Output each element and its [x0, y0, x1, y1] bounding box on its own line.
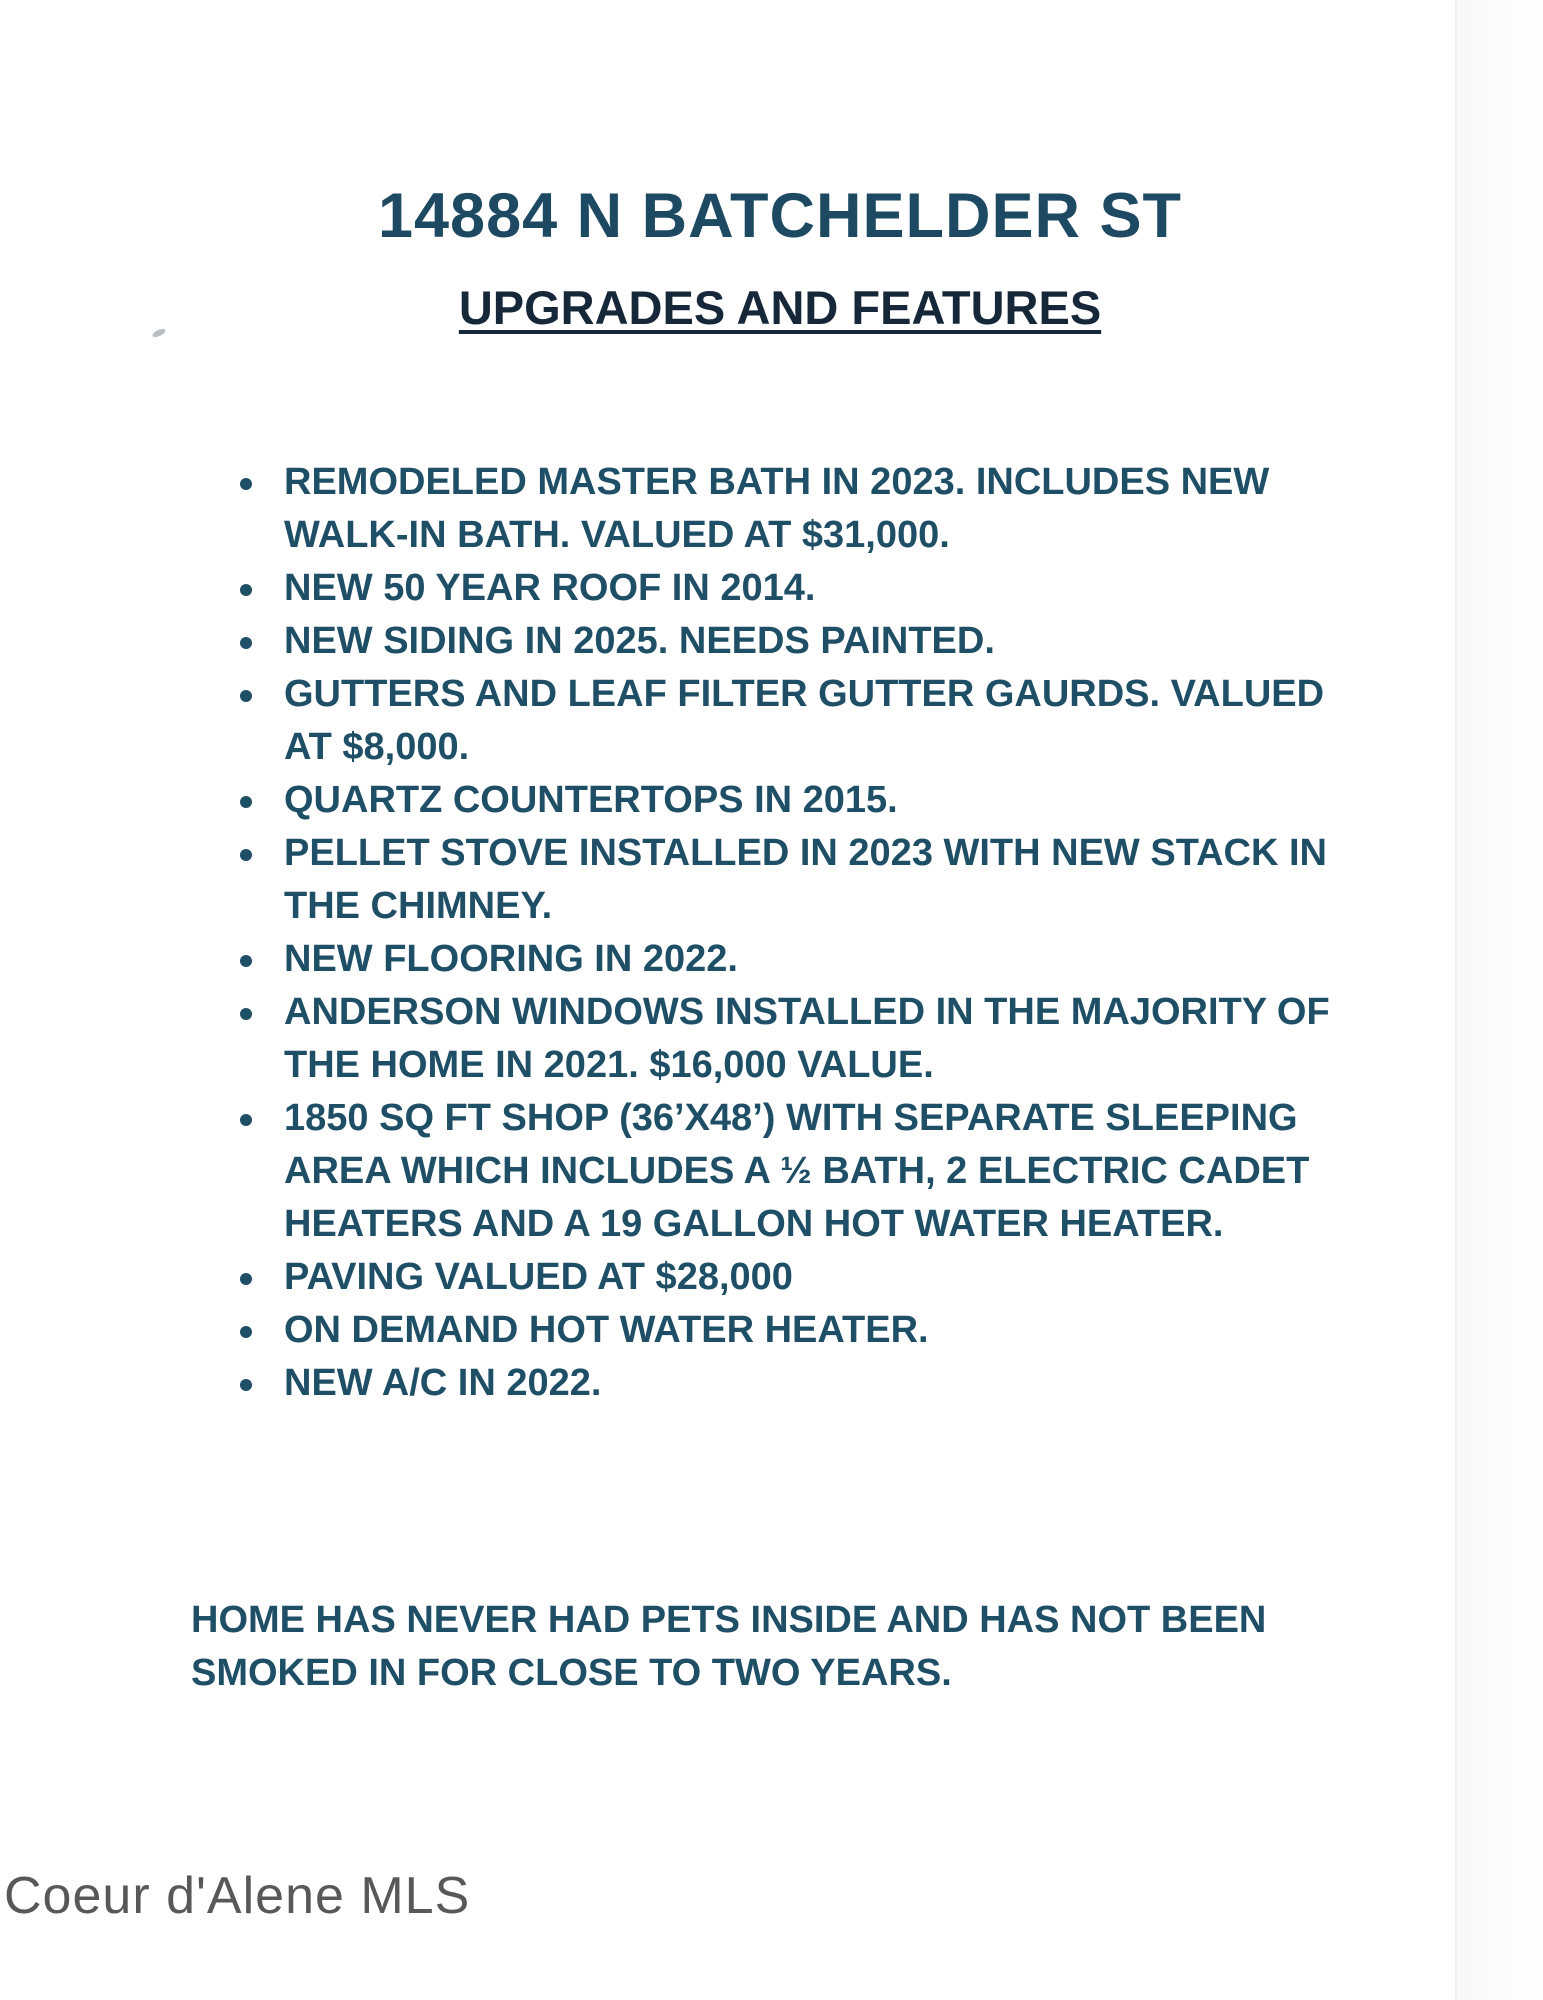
document-subtitle: [0, 280, 1543, 335]
list-item: [240, 1304, 1380, 1357]
list-item: [240, 986, 1380, 1092]
document-title: 14884 N BATCHELDER ST: [377, 181, 1182, 251]
bullet-icon: [240, 1114, 252, 1126]
feature-text: NEW SIDING IN 2025. NEEDS PAINTED.: [284, 620, 995, 662]
bullet-icon: [240, 1326, 252, 1338]
list-item: [240, 827, 1380, 933]
feature-text: ANDERSON WINDOWS INSTALLED IN THE MAJORITY OF THE HOME IN 2021. $16,000 VALUE.: [284, 991, 1330, 1086]
bullet-icon: [240, 584, 252, 596]
bullet-icon: [240, 849, 252, 861]
bullet-icon: [240, 637, 252, 649]
bullet-icon: [240, 955, 252, 967]
features-list: [240, 456, 1380, 1410]
list-item: [240, 1092, 1380, 1251]
feature-text: PAVING VALUED AT $28,000: [284, 1256, 793, 1298]
feature-text: REMODELED MASTER BATH IN 2023. INCLUDES NEW WALK-IN BATH. VALUED AT $31,000.: [284, 461, 1270, 556]
feature-text: NEW 50 YEAR ROOF IN 2014.: [284, 567, 816, 609]
feature-text: 1850 SQ FT SHOP (36’X48’) WITH SEPARATE SLEEPING AREA WHICH INCLUDES A ½ BATH, 2 ELECTRIC CADET HEATERS AND A 19 GALLON HOT WATER HEATER.: [284, 1097, 1310, 1245]
feature-text: NEW A/C IN 2022.: [284, 1362, 602, 1404]
feature-text: GUTTERS AND LEAF FILTER GUTTER GAURDS. VALUED AT $8,000.: [284, 673, 1325, 768]
list-item: [240, 933, 1380, 986]
subtitle-text: UPGRADES AND FEATURES: [458, 281, 1102, 334]
bullet-icon: [240, 1273, 252, 1285]
list-item: [240, 1251, 1380, 1304]
list-item: [240, 562, 1380, 615]
bullet-icon: [240, 1008, 252, 1020]
list-item: [240, 456, 1380, 562]
bullet-icon: [240, 796, 252, 808]
bullet-icon: [240, 690, 252, 702]
bullet-icon: [240, 478, 252, 490]
bullet-icon: [240, 1379, 252, 1391]
mls-watermark: Coeur d'Alene MLS: [4, 1867, 471, 1925]
list-item: [240, 774, 1380, 827]
closing-note: HOME HAS NEVER HAD PETS INSIDE AND HAS NOT BEEN SMOKED IN FOR CLOSE TO TWO YEARS.: [191, 1599, 1267, 1694]
list-item: [240, 615, 1380, 668]
list-item: [240, 668, 1380, 774]
feature-text: NEW FLOORING IN 2022.: [284, 938, 738, 980]
feature-text: PELLET STOVE INSTALLED IN 2023 WITH NEW STACK IN THE CHIMNEY.: [284, 832, 1327, 927]
list-item: [240, 1357, 1380, 1410]
feature-text: ON DEMAND HOT WATER HEATER.: [284, 1309, 929, 1351]
feature-text: QUARTZ COUNTERTOPS IN 2015.: [284, 779, 898, 821]
